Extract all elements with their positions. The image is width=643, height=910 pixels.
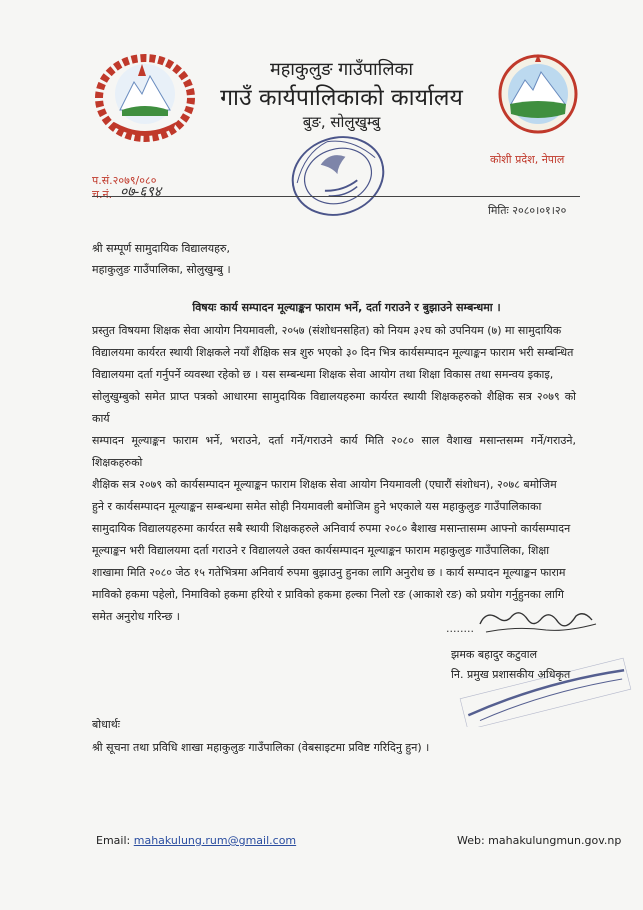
reference-number: प.सं.२०७९/०८० — [92, 174, 157, 187]
letterhead-divider — [92, 196, 580, 197]
designation-stamp-icon — [455, 652, 635, 727]
office-name-line2: गाउँ कार्यपालिकाको कार्यालय — [220, 85, 463, 111]
dispatch-number-label: च.नं. — [92, 188, 113, 201]
letter-subject: विषयः कार्य सम्पादन मूल्याङ्कन फाराम भर्ने, दर्ता गराउने र बुझाउने सम्बन्धमा । — [192, 301, 501, 314]
office-address: बुङ, सोलुखुम्बु — [302, 113, 381, 131]
recipient-line-1: श्री सम्पूर्ण सामुदायिक विद्यालयहरु, — [92, 242, 230, 255]
dispatch-number-value: ०७-६९४ — [120, 184, 162, 200]
signatory-designation: नि. प्रमुख प्रशासकीय अधिकृत — [451, 668, 571, 681]
office-name-line1: महाकुलुङ गाउँपालिका — [269, 59, 414, 80]
email-label: Email: — [96, 834, 134, 847]
cc-label: बोधार्थः — [92, 718, 120, 731]
letter-body: प्रस्तुत विषयमा शिक्षक सेवा आयोग नियमावली, २०५७ (संशोधनसहित) को नियम ३२घ को उपनियम (७) मा सामुदायिक विद्यालयमा कार्यरत स्थायी शिक्षकले नयाँ शैक्षिक सत्र शुरु भएको ३० दिन भित्र कार्यसम्पादन मूल्याङ्कन फाराम भरी सम्बन्धित विद्यालयमा दर्ता गर्नुपर्ने व्यवस्था रहेको छ । यस सम्बन्धमा शिक्षक सेवा आयोग तथा शिक्षा विकास तथा समन्वय इकाइ, सोलुखुम्बुको समेत प्राप्त पत्रको आधारमा सामुदायिक विद्यालयहरुमा कार्यरत स्थायी शिक्षकहरुको शैक्षिक सत्र २०७९ को कार्य सम्पादन मूल्याङ्कन फाराम भर्ने, भराउने, दर्ता गर्ने/गराउने कार्य मिति २०८० साल वैशाख मसान्तसम्म गर्ने/गराउने, शिक्षकहरुको शैक्षिक सत्र २०७९ को कार्यसम्पादन मूल्याङ्कन फाराम शिक्षक सेवा आयोग नियमावली (एघारौं संशोधन), २०७८ बमोजिम हुने र कार्यसम्पादन मूल्याङ्कन सम्बन्धमा समेत सोही नियमावली बमोजिम हुने भएकाले यस महाकुलुङ गाउँपालिकाका सामुदायिक विद्यालयहरुमा कार्यरत सबै स्थायी शिक्षकहरुले अनिवार्य रुपमा २०८० बैशाख मसान्तासम्म आफ्नो कार्यसम्पादन मूल्याङ्कन भरी विद्यालयमा दर्ता गराउने र विद्यालयले उक्त कार्यसम्पादन मूल्याङ्कन फाराम महाकुलुङ गाउँपालिका, शिक्षा शाखामा मिति २०८० जेठ १५ गतेभित्रमा अनिवार्य रुपमा बुझाउनु हुनका लागि अनुरोध छ । कार्य सम्पादन मूल्याङ्कन फाराम माविको हकमा पहेलो, निमाविको हकमा हरियो र प्राविको हकमा हल्का निलो रङ (आकाशे रङ) को प्रयोग गर्नुहुनका लागि समेत अनुरोध गरिन्छ । — [92, 324, 576, 623]
office-stamp-icon — [283, 130, 393, 222]
footer-email — [96, 834, 296, 847]
cc-recipient: श्री सूचना तथा प्रविधि शाखा महाकुलुङ गाउँपालिका (वेबसाइटमा प्रविष्ट गरिदिनु हुन) । — [92, 741, 430, 754]
footer-website: Web: mahakulungmun.gov.np — [457, 834, 622, 847]
province-label: कोशी प्रदेश, नेपाल — [490, 153, 565, 166]
recipient-line-2: महाकुलुङ गाउँपालिका, सोलुखुम्बु । — [92, 263, 231, 276]
signatory-name: झमक बहादुर कटुवाल — [451, 648, 538, 661]
letter-date: मितिः २०८०।०१।२० — [488, 204, 567, 217]
email-link[interactable]: mahakulung.rum@gmail.com — [133, 834, 297, 847]
signature-dots: ........ — [446, 622, 474, 635]
